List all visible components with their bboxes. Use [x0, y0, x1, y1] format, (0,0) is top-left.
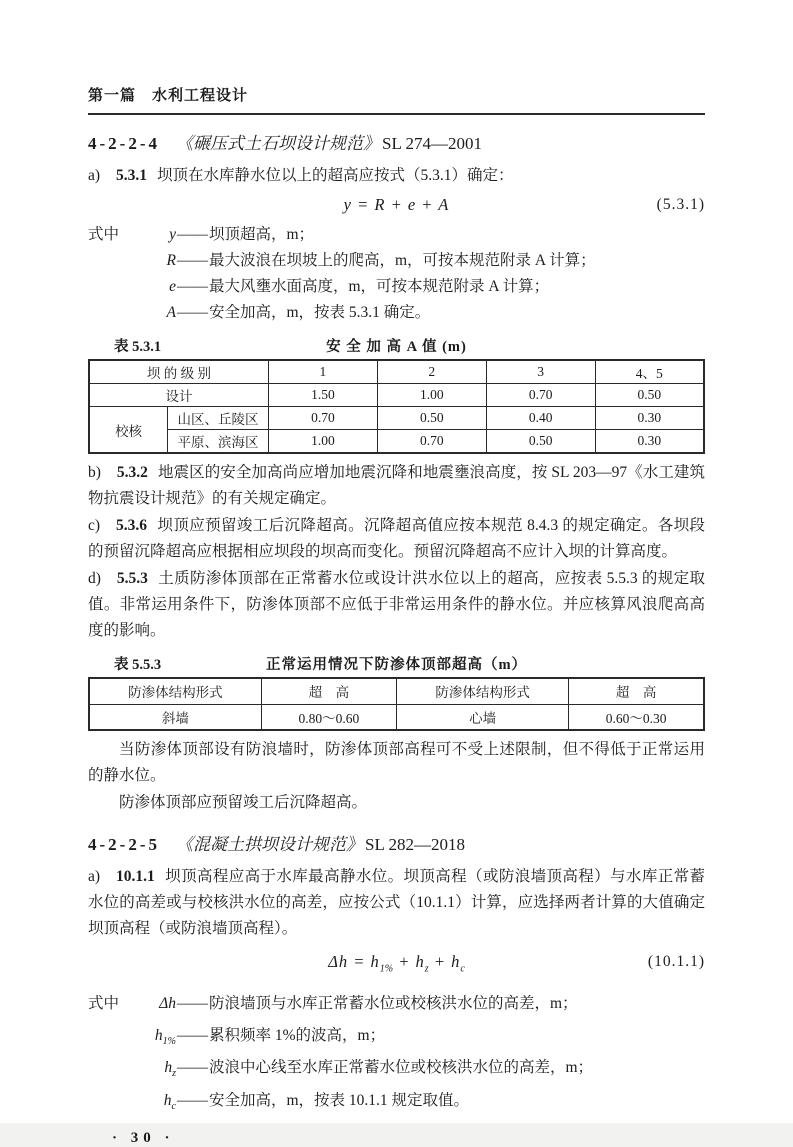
section-book-title: 《混凝土拱坝设计规范》 [175, 835, 363, 854]
table-cell: 山区、丘陵区 [168, 407, 269, 430]
definition-text: 最大风壅水面高度，m，可按本规范附录 A 计算； [209, 278, 550, 295]
definition-row [88, 222, 705, 248]
table-553-label: 表 5.5.3 [114, 657, 162, 673]
definition-variable: e [169, 278, 176, 295]
section-standard-code: SL 282—2018 [364, 835, 465, 854]
table-cell: 1.00 [268, 430, 377, 454]
table-cell: 0.80～0.60 [261, 704, 396, 730]
section-heading-4225 [88, 832, 705, 858]
table-531-caption [88, 335, 705, 359]
definition-text: 防浪墙顶与水库正常蓄水位或校核洪水位的高差，m； [209, 995, 578, 1013]
definition-dash: —— [177, 1091, 208, 1109]
definition-text: 最大波浪在坝坡上的爬高，m，可按本规范附录 A 计算； [209, 252, 596, 269]
table-553-caption [88, 653, 705, 677]
definition-row [88, 300, 705, 326]
definition-dash: —— [177, 995, 208, 1013]
table-cell: 防渗体结构形式 [89, 678, 261, 704]
table-cell: 1 [268, 360, 377, 384]
definition-text: 坝顶超高，m； [209, 226, 315, 243]
definition-variable: $h_z$ [164, 1059, 176, 1080]
section-book-title: 《碾压式土石坝设计规范》 [175, 134, 380, 153]
definitions-10-1-1 [88, 991, 705, 1119]
table-cell: 0.50 [595, 384, 704, 407]
definitions-5-3-1 [88, 222, 705, 326]
definition-row [88, 248, 705, 274]
where-label: 式中 [88, 995, 120, 1013]
table-553 [88, 677, 705, 731]
table-cell: 0.50 [377, 407, 486, 430]
table-531-label: 表 5.3.1 [114, 339, 162, 355]
item-text: 坝顶高程应高于水库最高静水位。坝顶高程（或防浪墙顶高程）与水库正常蓄水位的高差或与校核洪水位的高差，应按公式（10.1.1）计算，应选择两者计算的大值确定坝顶高程（或防浪墙顶高程）。 [88, 868, 705, 937]
table-531 [88, 359, 705, 454]
table-cell: 1.00 [377, 384, 486, 407]
table-cell: 0.60～0.30 [569, 704, 704, 730]
definition-dash: —— [177, 1059, 208, 1077]
table-row-header [89, 678, 704, 704]
item-number: 5.3.2 [116, 464, 148, 481]
table-row-check-1 [89, 407, 704, 430]
item-number: 5.3.1 [116, 167, 148, 184]
section-heading-4224 [88, 131, 705, 157]
table-cell: 2 [377, 360, 486, 384]
table-cell: 0.70 [486, 384, 595, 407]
table-cell: 1.50 [268, 384, 377, 407]
table-row-design [89, 384, 704, 407]
item-d-5-5-3 [88, 566, 705, 644]
definition-text: 波浪中心线至水库正常蓄水位或校核洪水位的高差，m； [209, 1059, 594, 1077]
definition-dash: —— [177, 278, 208, 295]
running-header [88, 84, 705, 115]
equation-label: (10.1.1) [647, 953, 705, 970]
table-row-header [89, 360, 704, 384]
running-header-title: 第一篇 水利工程设计 [88, 87, 249, 104]
where-label: 式中 [88, 226, 120, 243]
definition-variable: Δh [159, 995, 176, 1013]
table-cell: 4、5 [595, 360, 704, 384]
definition-dash: —— [177, 304, 208, 321]
table-cell: 0.40 [486, 407, 595, 430]
table-cell: 防渗体结构形式 [396, 678, 568, 704]
definition-dash: —— [177, 226, 208, 243]
item-label: a) [88, 868, 101, 885]
table-cell: 心墙 [396, 704, 568, 730]
formula-10-1-1 [88, 948, 705, 983]
table-cell: 超 高 [261, 678, 396, 704]
definition-row [88, 991, 705, 1023]
definition-variable: A [166, 304, 176, 321]
table-row [89, 704, 704, 730]
definition-variable: y [169, 226, 176, 243]
item-text: 地震区的安全加高尚应增加地震沉降和地震壅浪高度，按 SL 203—97《水工建筑物抗震设计规范》的有关规定确定。 [88, 464, 705, 507]
definition-row [88, 1055, 705, 1087]
table-cell: 0.70 [377, 430, 486, 454]
formula-body: $\Delta h = h_{1\%} + h_z + h_c$ [328, 952, 465, 975]
table-cell: 3 [486, 360, 595, 384]
item-a-10-1-1 [88, 864, 705, 942]
section-number: 4-2-2-5 [88, 835, 160, 854]
item-c-5-3-6 [88, 513, 705, 565]
definition-dash: —— [177, 252, 208, 269]
item-a-5-3-1 [88, 163, 705, 189]
item-text: 坝顶应预留竣工后沉降超高。沉降超高值应按本规范 8.4.3 的规定确定。各坝段的预留沉降超高应根据相应坝段的坝高而变化。预留沉降超高不应计入坝的计算高度。 [88, 517, 705, 560]
table-cell: 设计 [89, 384, 268, 407]
section-number: 4-2-2-4 [88, 134, 160, 153]
table-cell: 平原、滨海区 [168, 430, 269, 454]
item-b-5-3-2 [88, 460, 705, 512]
table-cell: 0.30 [595, 430, 704, 454]
definition-text: 安全加高，m，按表 10.1.1 规定取值。 [209, 1091, 470, 1109]
table-cell: 坝 的 级 别 [89, 360, 268, 384]
item-text: 坝顶在水库静水位以上的超高应按式（5.3.1）确定： [157, 167, 514, 184]
definition-row [88, 274, 705, 300]
definition-variable: $h_{1\%}$ [154, 1027, 176, 1048]
item-label: a) [88, 167, 101, 184]
definition-variable: $h_c$ [163, 1091, 176, 1112]
definition-row [88, 1023, 705, 1055]
table-cell: 斜墙 [89, 704, 261, 730]
definition-row [88, 1088, 705, 1120]
definition-text: 安全加高，m，按表 5.3.1 确定。 [209, 304, 431, 321]
item-label: b) [88, 464, 101, 481]
formula-body: y = R + e + A [343, 195, 450, 214]
item-label: d) [88, 570, 101, 587]
item-number: 5.3.6 [116, 517, 148, 534]
formula-5-3-1 [88, 191, 705, 219]
page-number: · 30 · [112, 1129, 175, 1146]
definition-text: 累积频率 1%的波高，m； [209, 1027, 386, 1045]
section-standard-code: SL 274—2001 [381, 134, 482, 153]
table-cell: 0.50 [486, 430, 595, 454]
paragraph-seepage-wall: 当防渗体顶部设有防浪墙时，防渗体顶部高程可不受上述限制，但不得低于正常运用的静水位。 [88, 741, 705, 784]
table-cell: 0.70 [268, 407, 377, 430]
item-label: c) [88, 517, 101, 534]
definition-dash: —— [177, 1027, 208, 1045]
item-number: 5.5.3 [116, 570, 148, 587]
definition-variable: R [166, 252, 176, 269]
item-text: 土质防渗体顶部在正常蓄水位或设计洪水位以上的超高，应按表 5.5.3 的规定取值。非常运用条件下，防渗体顶部不应低于非常运用条件的静水位。并应核算风浪爬高高度的影响。 [88, 570, 705, 639]
paragraph-seepage-settlement: 防渗体顶部应预留竣工后沉降超高。 [119, 794, 368, 811]
table-531-title: 安 全 加 高 A 值 (m) [326, 339, 467, 355]
table-cell: 超 高 [569, 678, 704, 704]
table-cell: 校核 [89, 407, 168, 454]
item-number: 10.1.1 [116, 868, 155, 885]
table-row-check-2 [89, 430, 704, 454]
table-cell: 0.30 [595, 407, 704, 430]
equation-label: (5.3.1) [656, 196, 705, 213]
table-553-title: 正常运用情况下防渗体顶部超高（m） [265, 657, 528, 673]
